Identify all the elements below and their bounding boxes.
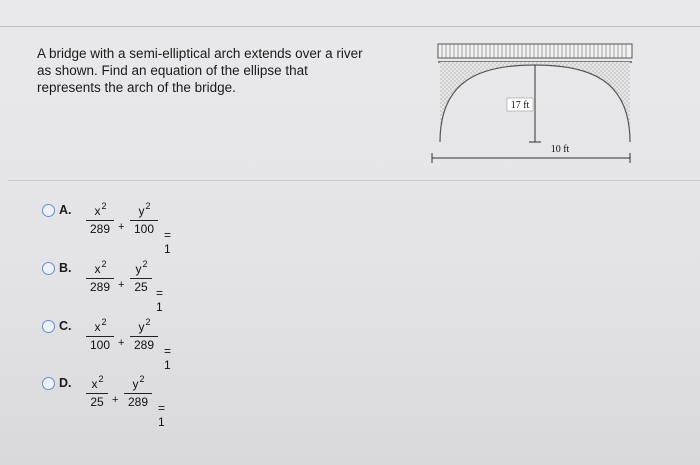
- equals-one: = 1: [156, 286, 164, 314]
- bridge-arch-diagram: [430, 40, 635, 170]
- y-fraction: $y^2$ 289: [124, 377, 152, 417]
- radio-button-d[interactable]: [42, 377, 55, 390]
- y-fraction: $y^2$ 25: [130, 262, 152, 302]
- question-line: as shown. Find an equation of the ellipse that: [37, 63, 308, 78]
- height-label: 17 ft: [510, 100, 530, 111]
- bridge-railing: [438, 44, 632, 58]
- option-label: A.: [59, 203, 72, 217]
- question-line: represents the arch of the bridge.: [37, 80, 236, 95]
- top-divider: [0, 26, 700, 27]
- radio-button-c[interactable]: [42, 320, 55, 333]
- x-fraction: $x^2$ 100: [86, 320, 114, 360]
- plus-sign: +: [112, 394, 119, 406]
- x-fraction: $x^2$ 289: [86, 204, 114, 244]
- x-fraction: $x^2$ 289: [86, 262, 114, 302]
- question-line: A bridge with a semi-elliptical arch extends over a river: [37, 46, 363, 61]
- equals-one: = 1: [164, 228, 172, 256]
- plus-sign: +: [118, 279, 125, 291]
- equals-one: = 1: [164, 344, 172, 372]
- plus-sign: +: [118, 337, 125, 349]
- radio-button-a[interactable]: [42, 204, 55, 217]
- question-text: [37, 45, 417, 96]
- x-fraction: $x^2$ 25: [86, 377, 108, 417]
- option-label: D.: [59, 376, 72, 390]
- y-fraction: $y^2$ 289: [130, 320, 158, 360]
- y-fraction: $y^2$ 100: [130, 204, 158, 244]
- option-label: C.: [59, 319, 72, 333]
- option-label: B.: [59, 261, 72, 275]
- width-label: 10 ft: [550, 144, 570, 155]
- section-divider: [8, 180, 700, 181]
- equals-one: = 1: [158, 401, 166, 429]
- radio-button-b[interactable]: [42, 262, 55, 275]
- plus-sign: +: [118, 221, 125, 233]
